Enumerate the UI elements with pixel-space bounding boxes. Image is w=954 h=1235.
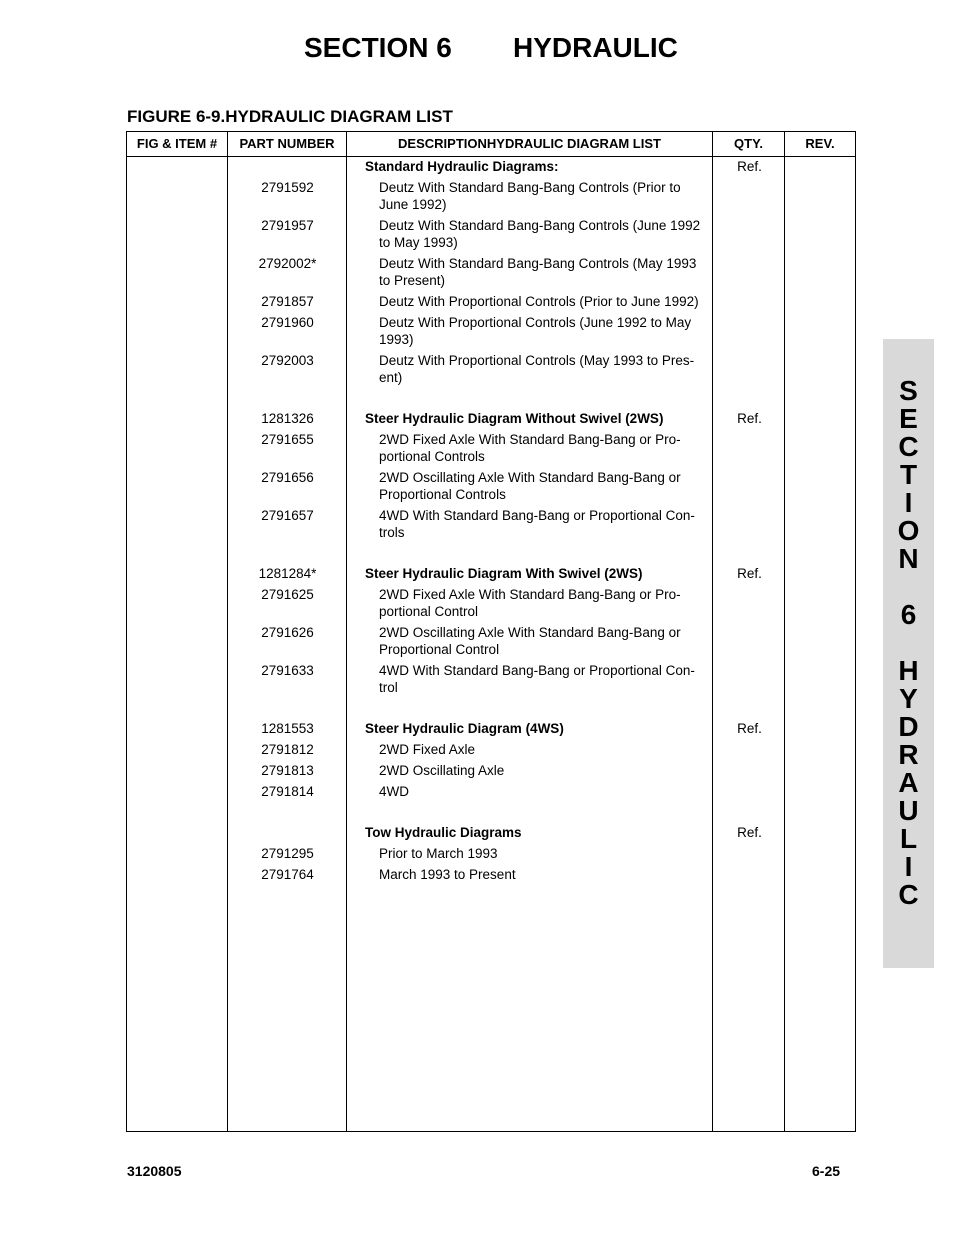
side-tab-letter (883, 573, 934, 601)
part-number-cell: 2791655 (261, 432, 314, 447)
description-cell: Steer Hydraulic Diagram (4WS) (365, 721, 564, 736)
side-tab-letter: I (904, 487, 913, 518)
table-row (127, 314, 855, 348)
section-side-tab (883, 339, 934, 968)
description-cell: 2WD Fixed Axle With Standard Bang-Bang or Pro-portional Controls (379, 432, 681, 464)
part-number-cell: 2791814 (261, 784, 314, 799)
description-cell: 2WD Oscillating Axle With Standard Bang-Bang or Proportional Control (379, 625, 681, 657)
side-tab-letter: C (898, 431, 919, 462)
side-tab-letter: N (898, 543, 919, 574)
table-row (127, 866, 855, 883)
description-cell: Deutz With Proportional Controls (May 1993 to Pres-ent) (379, 353, 695, 385)
description-cell: 4WD (379, 784, 409, 799)
table-row (127, 624, 855, 658)
table-row (127, 255, 855, 289)
part-number-cell: 2791592 (261, 180, 314, 195)
part-number-cell: 2791813 (261, 763, 314, 778)
part-number-cell: 2791960 (261, 315, 314, 330)
part-number-cell: 2791657 (261, 508, 314, 523)
description-cell: Steer Hydraulic Diagram Without Swivel (2WS) (365, 411, 664, 426)
part-number-cell: 2791957 (261, 218, 314, 233)
side-tab-letter: E (899, 403, 918, 434)
table-row (127, 507, 855, 541)
header-description: DESCRIPTIONHYDRAULIC DIAGRAM LIST (398, 136, 661, 151)
side-tab-letter: H (898, 655, 919, 686)
table-row (127, 741, 855, 758)
part-number-cell: 2792003 (261, 353, 314, 368)
qty-cell: Ref. (737, 159, 762, 174)
table-row (127, 352, 855, 386)
description-cell: Tow Hydraulic Diagrams (365, 825, 522, 840)
qty-cell: Ref. (737, 721, 762, 736)
part-number-cell: 2791857 (261, 294, 314, 309)
figure-title: FIGURE 6-9.HYDRAULIC DIAGRAM LIST (127, 107, 453, 126)
table-body (127, 158, 855, 883)
header-qty: QTY. (734, 136, 763, 151)
table-row (127, 565, 855, 582)
description-cell: 2WD Oscillating Axle With Standard Bang-Bang or Proportional Controls (379, 470, 681, 502)
qty-cell: Ref. (737, 411, 762, 426)
qty-cell: Ref. (737, 566, 762, 581)
description-cell: Deutz With Proportional Controls (Prior to June 1992) (379, 294, 699, 309)
side-tab-letter: S (899, 375, 918, 406)
side-tab-letter: O (897, 515, 920, 546)
table-row (127, 469, 855, 503)
table-row (127, 586, 855, 620)
description-cell: Deutz With Proportional Controls (June 1992 to May 1993) (379, 315, 692, 347)
side-tab-letter: C (898, 879, 919, 910)
side-tab-letter: R (898, 739, 919, 770)
part-number-cell: 1281553 (261, 721, 314, 736)
part-number-cell: 1281284* (258, 566, 317, 581)
part-number-cell: 2791626 (261, 625, 314, 640)
part-number-cell: 2791295 (261, 846, 314, 861)
side-tab-letter (883, 629, 934, 657)
side-tab-letter: U (898, 795, 919, 826)
part-number-cell: 2791812 (261, 742, 314, 757)
header-fig-item: FIG & ITEM # (136, 136, 218, 151)
table-row (127, 431, 855, 465)
page-number: 6-25 (812, 1163, 841, 1179)
description-cell: 2WD Fixed Axle With Standard Bang-Bang or Pro-portional Control (379, 587, 681, 619)
description-cell: 2WD Fixed Axle (379, 742, 476, 757)
description-cell: March 1993 to Present (379, 867, 516, 882)
side-tab-letter: Y (899, 683, 918, 714)
table-row (127, 720, 855, 737)
side-tab-letter: D (898, 711, 919, 742)
description-cell: Prior to March 1993 (379, 846, 498, 861)
side-tab-letter: A (898, 767, 919, 798)
section-name: HYDRAULIC (513, 32, 678, 63)
part-number-cell: 2792002* (258, 256, 317, 271)
table-row (127, 179, 855, 213)
table-row (127, 762, 855, 779)
side-tab-letters (883, 377, 934, 909)
part-number-cell: 2791633 (261, 663, 314, 678)
description-cell: 4WD With Standard Bang-Bang or Proportional Con-trol (379, 663, 695, 695)
side-tab-letter: L (899, 823, 918, 854)
header-part-number: PART NUMBER (239, 136, 335, 151)
part-number-cell: 2791656 (261, 470, 314, 485)
description-cell: Steer Hydraulic Diagram With Swivel (2WS) (365, 566, 643, 581)
table-row (127, 662, 855, 696)
table-row (127, 158, 855, 175)
description-cell: Standard Hydraulic Diagrams: (365, 159, 559, 174)
side-tab-letter: 6 (900, 599, 917, 630)
part-number-cell: 1281326 (261, 411, 314, 426)
description-cell: Deutz With Standard Bang-Bang Controls (May 1993 to Present) (379, 256, 697, 288)
document-number: 3120805 (127, 1163, 182, 1179)
qty-cell: Ref. (737, 825, 762, 840)
description-cell: 2WD Oscillating Axle (379, 763, 505, 778)
description-cell: Deutz With Standard Bang-Bang Controls (Prior to June 1992) (379, 180, 681, 212)
side-tab-letter: I (904, 851, 913, 882)
table-row (127, 410, 855, 427)
table-row (127, 845, 855, 862)
side-tab-letter: T (899, 459, 918, 490)
description-cell: Deutz With Standard Bang-Bang Controls (June 1992 to May 1993) (379, 218, 701, 250)
part-number-cell: 2791625 (261, 587, 314, 602)
table-row (127, 293, 855, 310)
parts-table (126, 131, 856, 1132)
header-divider (127, 156, 855, 157)
header-rev: REV. (805, 136, 835, 151)
table-row (127, 783, 855, 800)
section-label: SECTION 6 (304, 32, 452, 63)
table-row (127, 824, 855, 841)
description-cell: 4WD With Standard Bang-Bang or Proportional Con-trols (379, 508, 695, 540)
table-row (127, 217, 855, 251)
part-number-cell: 2791764 (261, 867, 314, 882)
